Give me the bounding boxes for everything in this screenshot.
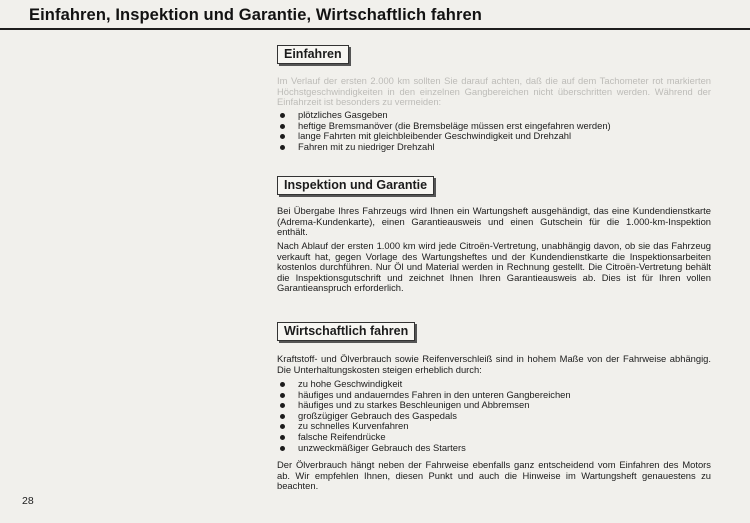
einfahren-list	[277, 110, 711, 152]
page-title: Einfahren, Inspektion und Garantie, Wirtschaftlich fahren	[29, 6, 482, 24]
list-item: heftige Bremsmanöver (die Bremsbeläge müssen erst eingefahren werden)	[277, 121, 711, 132]
title-rule	[0, 28, 750, 30]
wirtschaftlich-intro: Kraftstoff- und Ölverbrauch sowie Reifenverschleiß sind in hohem Maße von der Fahrweise abhängig. Die Unterhaltungskosten steigen erheblich durch:	[277, 353, 711, 375]
list-item: falsche Reifendrücke	[277, 432, 711, 443]
wirtschaftlich-outro-wrap	[277, 460, 711, 492]
wirtschaftlich-list-wrap	[277, 379, 711, 453]
list-item: Fahren mit zu niedriger Drehzahl	[277, 142, 711, 153]
heading-wirtschaftlich: Wirtschaftlich fahren	[277, 322, 415, 341]
einfahren-list-wrap	[277, 110, 711, 152]
list-item: zu hohe Geschwindigkeit	[277, 379, 711, 390]
section-inspektion	[277, 176, 711, 195]
inspektion-para-2: Nach Ablauf der ersten 1.000 km wird jede Citroën-Vertretung, unabhängig davon, ob sie das Fahrzeug verkauft hat, gegen Vorlage des Wartungsheftes und der Kundendienstkarte die Inspektionsarbeiten kostenlos durchführen. Nur Öl und Material werden in Rechnung gestellt. Die Citroën-Vertretung behält die Inspektionsgutschrift und zeichnet Ihnen Ihren Garantieausweis ab. Dies ist für Ihren vollen Garantieanspruch erforderlich.	[277, 240, 711, 294]
list-item: unzweckmäßiger Gebrauch des Starters	[277, 443, 711, 454]
list-item: häufiges und andauerndes Fahren in den unteren Gangbereichen	[277, 390, 711, 401]
section-einfahren	[277, 45, 711, 64]
section-wirtschaftlich	[277, 322, 711, 341]
list-item: plötzliches Gasgeben	[277, 110, 711, 121]
inspektion-body-2	[277, 241, 711, 294]
einfahren-body	[277, 76, 711, 108]
inspektion-para-1: Bei Übergabe Ihres Fahrzeugs wird Ihnen ein Wartungsheft ausgehändigt, das eine Kundendienstkarte (Adrema-Kundenkarte), einen Garantieausweis und einen Gutschein für die 1.000-km-Inspektion enthält.	[277, 205, 711, 238]
list-item: lange Fahrten mit gleichbleibender Geschwindigkeit und Drehzahl	[277, 131, 711, 142]
list-item: großzügiger Gebrauch des Gaspedals	[277, 411, 711, 422]
heading-inspektion: Inspektion und Garantie	[277, 176, 434, 195]
wirtschaftlich-body	[277, 354, 711, 375]
wirtschaftlich-outro: Der Ölverbrauch hängt neben der Fahrweise ebenfalls ganz entscheidend vom Einfahren des Motors ab. Wir empfehlen Ihnen, diesen Punkt und auch die Hinweise im Wartungsheft genauestens zu beachten.	[277, 459, 711, 492]
heading-einfahren: Einfahren	[277, 45, 349, 64]
inspektion-body	[277, 206, 711, 238]
page-number: 28	[22, 495, 34, 507]
list-item: häufiges und zu starkes Beschleunigen und Abbremsen	[277, 400, 711, 411]
list-item: zu schnelles Kurvenfahren	[277, 421, 711, 432]
wirtschaftlich-list	[277, 379, 711, 453]
einfahren-intro: Im Verlauf der ersten 2.000 km sollten Sie darauf achten, daß die auf dem Tachometer rot markierten Höchstgeschwindigkeiten in den einzelnen Gangbereichen nicht überschritten werden. Während der Einfahrzeit ist besonders zu vermeiden:	[277, 75, 711, 108]
